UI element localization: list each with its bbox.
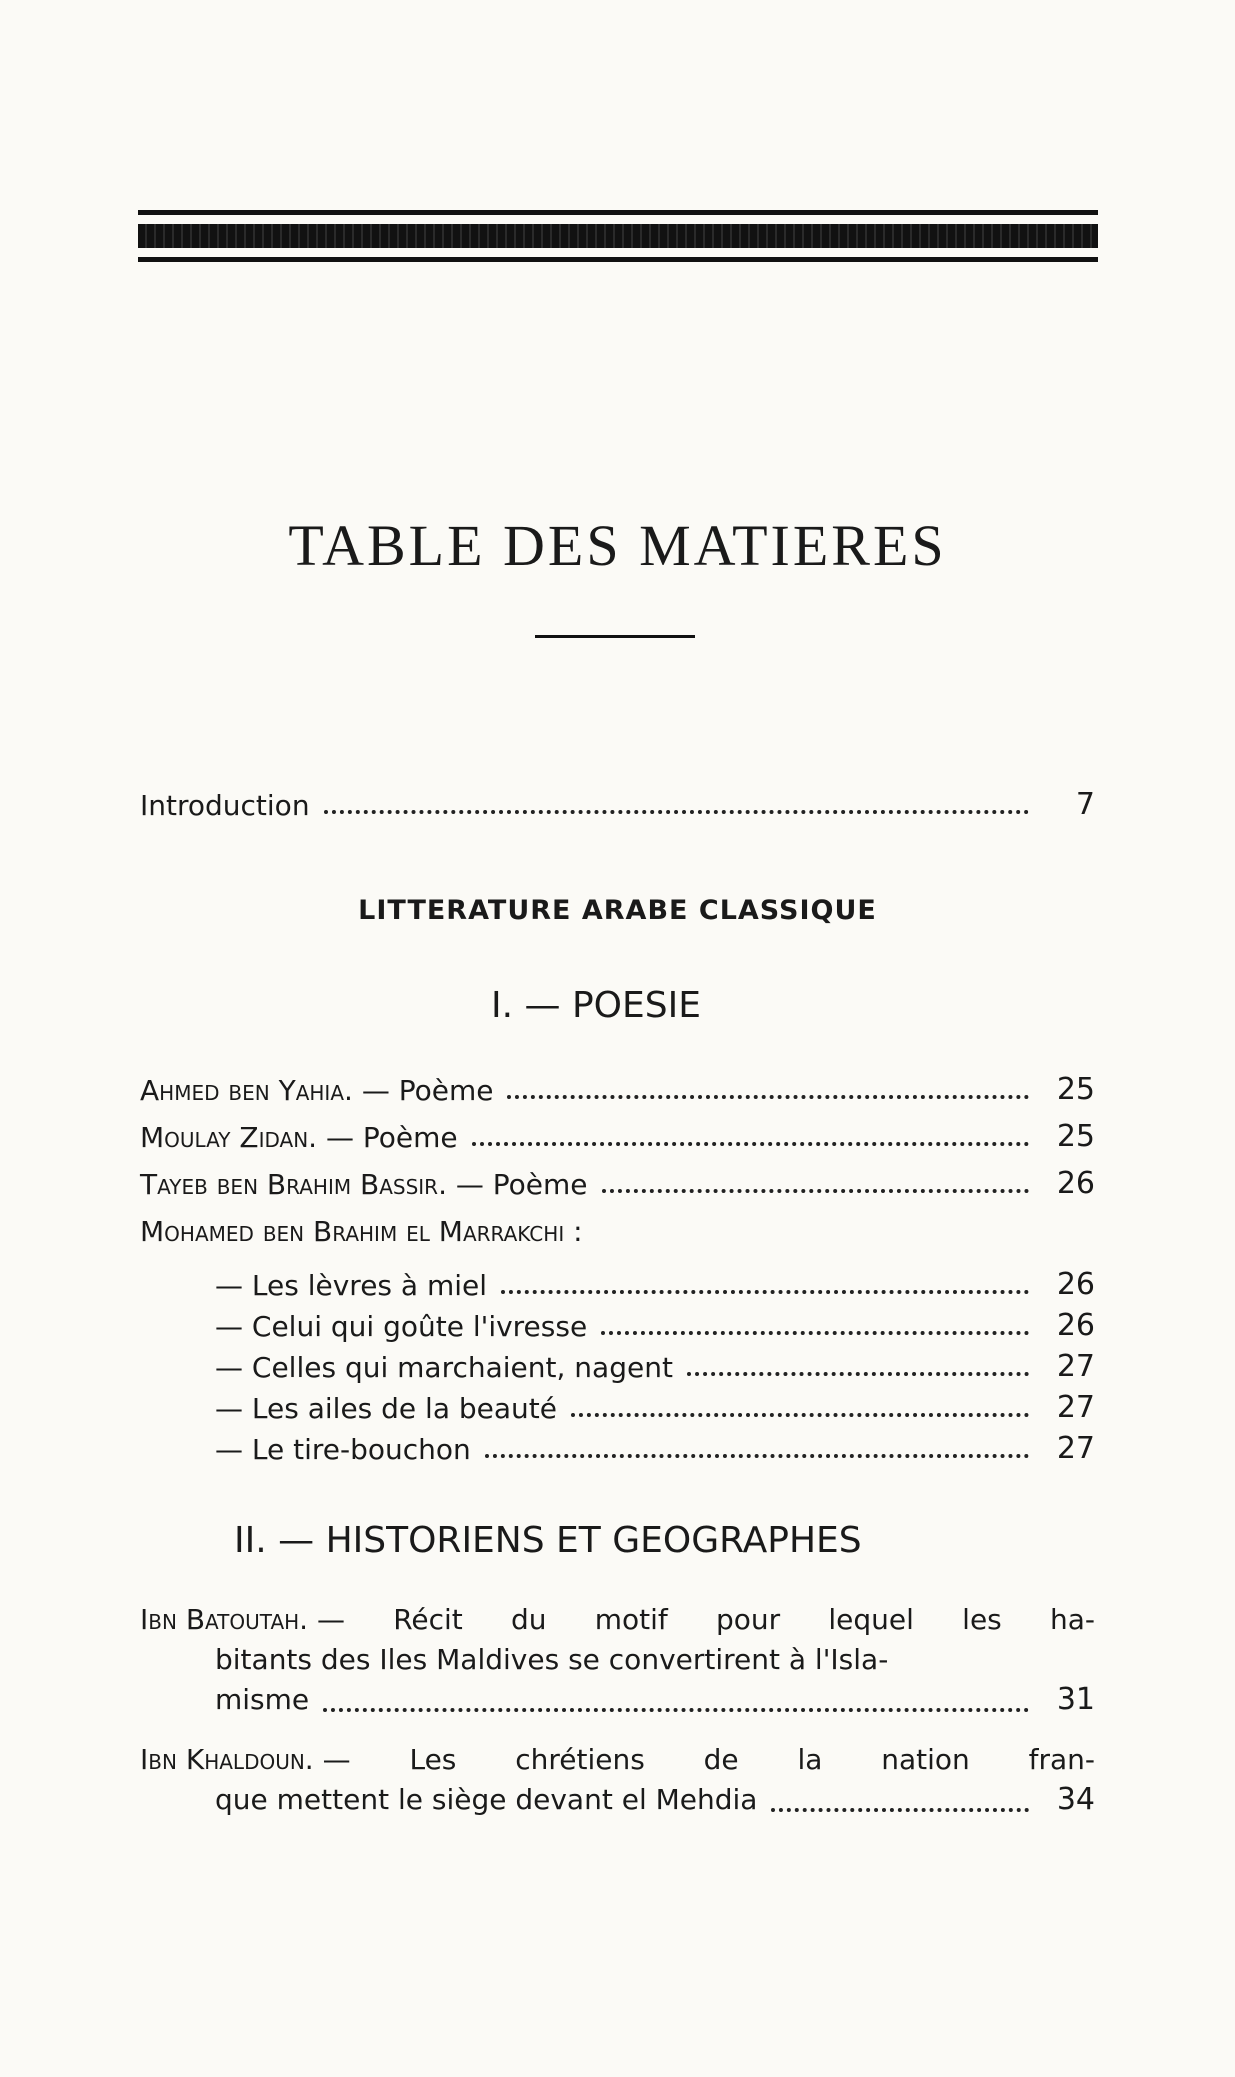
entry-line — [140, 1680, 1095, 1720]
entry-text: misme — [215, 1683, 310, 1716]
toc-subentry[interactable] — [140, 1340, 1095, 1384]
entry-label: — Le tire-bouchon — [215, 1433, 471, 1466]
leader-dots — [472, 1141, 1029, 1146]
entry-line — [140, 1600, 1095, 1640]
page-title: TABLE DES MATIERES — [288, 513, 947, 578]
toc-subentry[interactable] — [140, 1258, 1095, 1302]
entry-label: — Celles qui marchaient, nagent — [215, 1351, 673, 1384]
entry-page: 34 — [1056, 1782, 1095, 1817]
entry-label: Introduction — [140, 789, 310, 822]
leader-dots — [771, 1807, 1029, 1812]
entry-page: 31 — [1056, 1682, 1095, 1717]
leader-dots — [571, 1412, 1029, 1417]
leader-dots — [687, 1371, 1029, 1376]
toc-entry-ibn-khaldoun[interactable] — [140, 1740, 1095, 1820]
entry-text: que mettent le siège devant el Mehdia — [215, 1783, 758, 1816]
toc-subentry[interactable] — [140, 1422, 1095, 1466]
entry-author: Tayeb ben Brahim Bassir. — [140, 1168, 447, 1201]
thick-rule — [138, 224, 1098, 248]
entry-author: Ahmed ben Yahia. — [140, 1074, 353, 1107]
title-underline — [535, 635, 695, 638]
header-rules — [138, 210, 1098, 262]
entry-page: 26 — [1056, 1166, 1095, 1201]
entry-author: Mohamed ben Brahim el Marrakchi : — [140, 1215, 583, 1248]
toc-entry-introduction[interactable] — [140, 778, 1095, 822]
leader-dots — [485, 1453, 1029, 1458]
entry-label — [140, 1121, 458, 1154]
entry-page: 27 — [1056, 1349, 1095, 1384]
leader-dots — [507, 1094, 1029, 1099]
leader-dots — [323, 1707, 1029, 1712]
entry-text: bitants des Iles Maldives se convertirent à l'Isla- — [215, 1643, 889, 1676]
toc-subentry[interactable] — [140, 1299, 1095, 1343]
entry-page: 26 — [1056, 1308, 1095, 1343]
part-heading-historiens: II. — HISTORIENS ET GEOGRAPHES — [234, 1520, 862, 1561]
entry-author: Moulay Zidan. — [140, 1121, 318, 1154]
toc-entry[interactable] — [140, 1110, 1095, 1154]
entry-page: 27 — [1056, 1390, 1095, 1425]
entry-author: Ibn Batoutah. — [140, 1603, 309, 1636]
entry-work: — Poème — [361, 1074, 494, 1107]
entry-work: — Poème — [455, 1168, 588, 1201]
entry-page: 25 — [1056, 1119, 1095, 1154]
entry-label — [140, 1168, 588, 1201]
leader-dots — [601, 1330, 1029, 1335]
entry-label: — Celui qui goûte l'ivresse — [215, 1310, 588, 1343]
entry-page: 7 — [1075, 787, 1095, 822]
leader-dots — [501, 1289, 1029, 1294]
toc-entry[interactable] — [140, 1063, 1095, 1107]
bottom-thin-rule — [138, 257, 1098, 262]
entry-line — [140, 1640, 1095, 1680]
entry-label — [140, 1074, 493, 1107]
entry-work: — Poème — [325, 1121, 458, 1154]
entry-author: Ibn Khaldoun. — [140, 1743, 314, 1776]
entry-text: — Récit du motif pour lequel les ha- — [316, 1603, 1095, 1636]
entry-page: 25 — [1056, 1072, 1095, 1107]
entry-line — [140, 1780, 1095, 1820]
part-heading-poesie: I. — POESIE — [491, 985, 701, 1026]
leader-dots — [602, 1188, 1029, 1193]
toc-entry-ibn-batoutah[interactable] — [140, 1600, 1095, 1720]
toc-subentry[interactable] — [140, 1381, 1095, 1425]
entry-label: — Les lèvres à miel — [215, 1269, 488, 1302]
toc-author-heading — [140, 1204, 1095, 1248]
entry-line — [140, 1740, 1095, 1780]
entry-text: — Les chrétiens de la nation fran- — [322, 1743, 1095, 1776]
entry-page: 27 — [1056, 1431, 1095, 1466]
toc-entry[interactable] — [140, 1157, 1095, 1201]
entry-label: — Les ailes de la beauté — [215, 1392, 558, 1425]
leader-dots — [324, 809, 1029, 814]
entry-page: 26 — [1056, 1267, 1095, 1302]
section-heading: LITTERATURE ARABE CLASSIQUE — [358, 895, 877, 926]
